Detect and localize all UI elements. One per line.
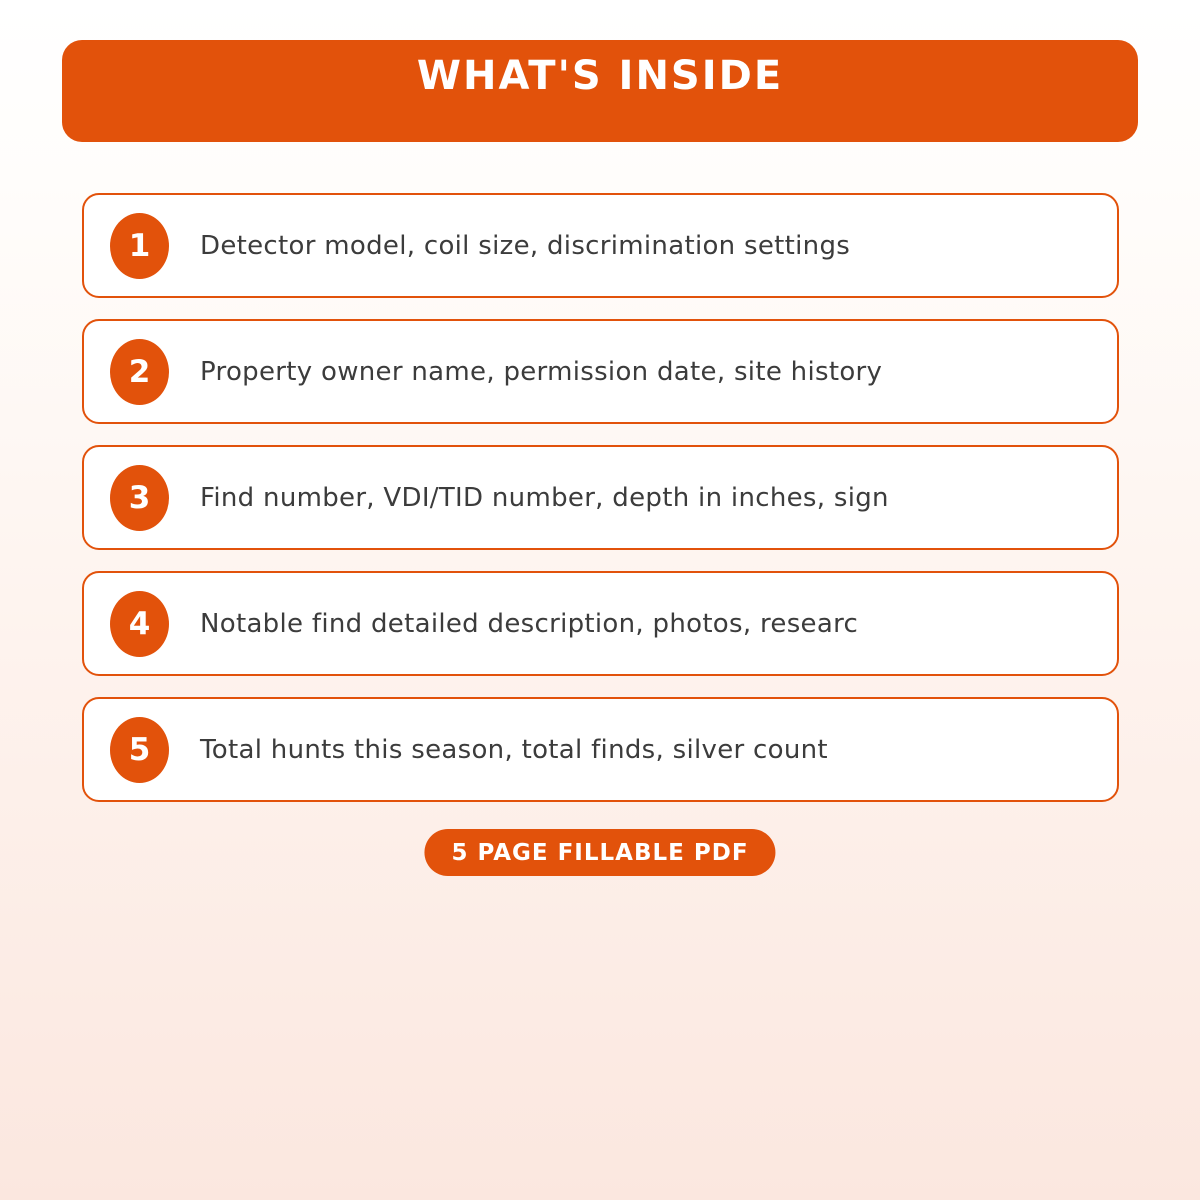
list-item-label: Detector model, coil size, discrimination settings xyxy=(200,230,851,261)
list-item-label: Find number, VDI/TID number, depth in inches, sign xyxy=(200,482,889,513)
number-badge xyxy=(110,465,169,531)
pdf-badge xyxy=(424,829,775,876)
badge-number: 3 xyxy=(128,479,151,516)
badge-number: 1 xyxy=(128,227,151,264)
badge-number: 5 xyxy=(128,731,151,768)
number-badge xyxy=(110,717,169,783)
list-item xyxy=(82,697,1119,802)
list-item xyxy=(82,319,1119,424)
list-item xyxy=(82,445,1119,550)
list-item-label: Total hunts this season, total finds, silver count xyxy=(200,734,828,765)
list-item xyxy=(82,193,1119,298)
page-title: WHAT'S INSIDE xyxy=(416,53,784,99)
number-badge xyxy=(110,213,169,279)
number-badge xyxy=(110,339,169,405)
list-item-label: Notable find detailed description, photos, researc xyxy=(200,608,859,639)
number-badge xyxy=(110,591,169,657)
badge-number: 2 xyxy=(128,353,151,390)
pdf-badge-label: 5 PAGE FILLABLE PDF xyxy=(451,839,749,866)
content-list xyxy=(82,193,1119,823)
list-item xyxy=(82,571,1119,676)
header-banner xyxy=(62,40,1138,142)
list-item-label: Property owner name, permission date, site history xyxy=(200,356,883,387)
badge-number: 4 xyxy=(128,605,151,642)
